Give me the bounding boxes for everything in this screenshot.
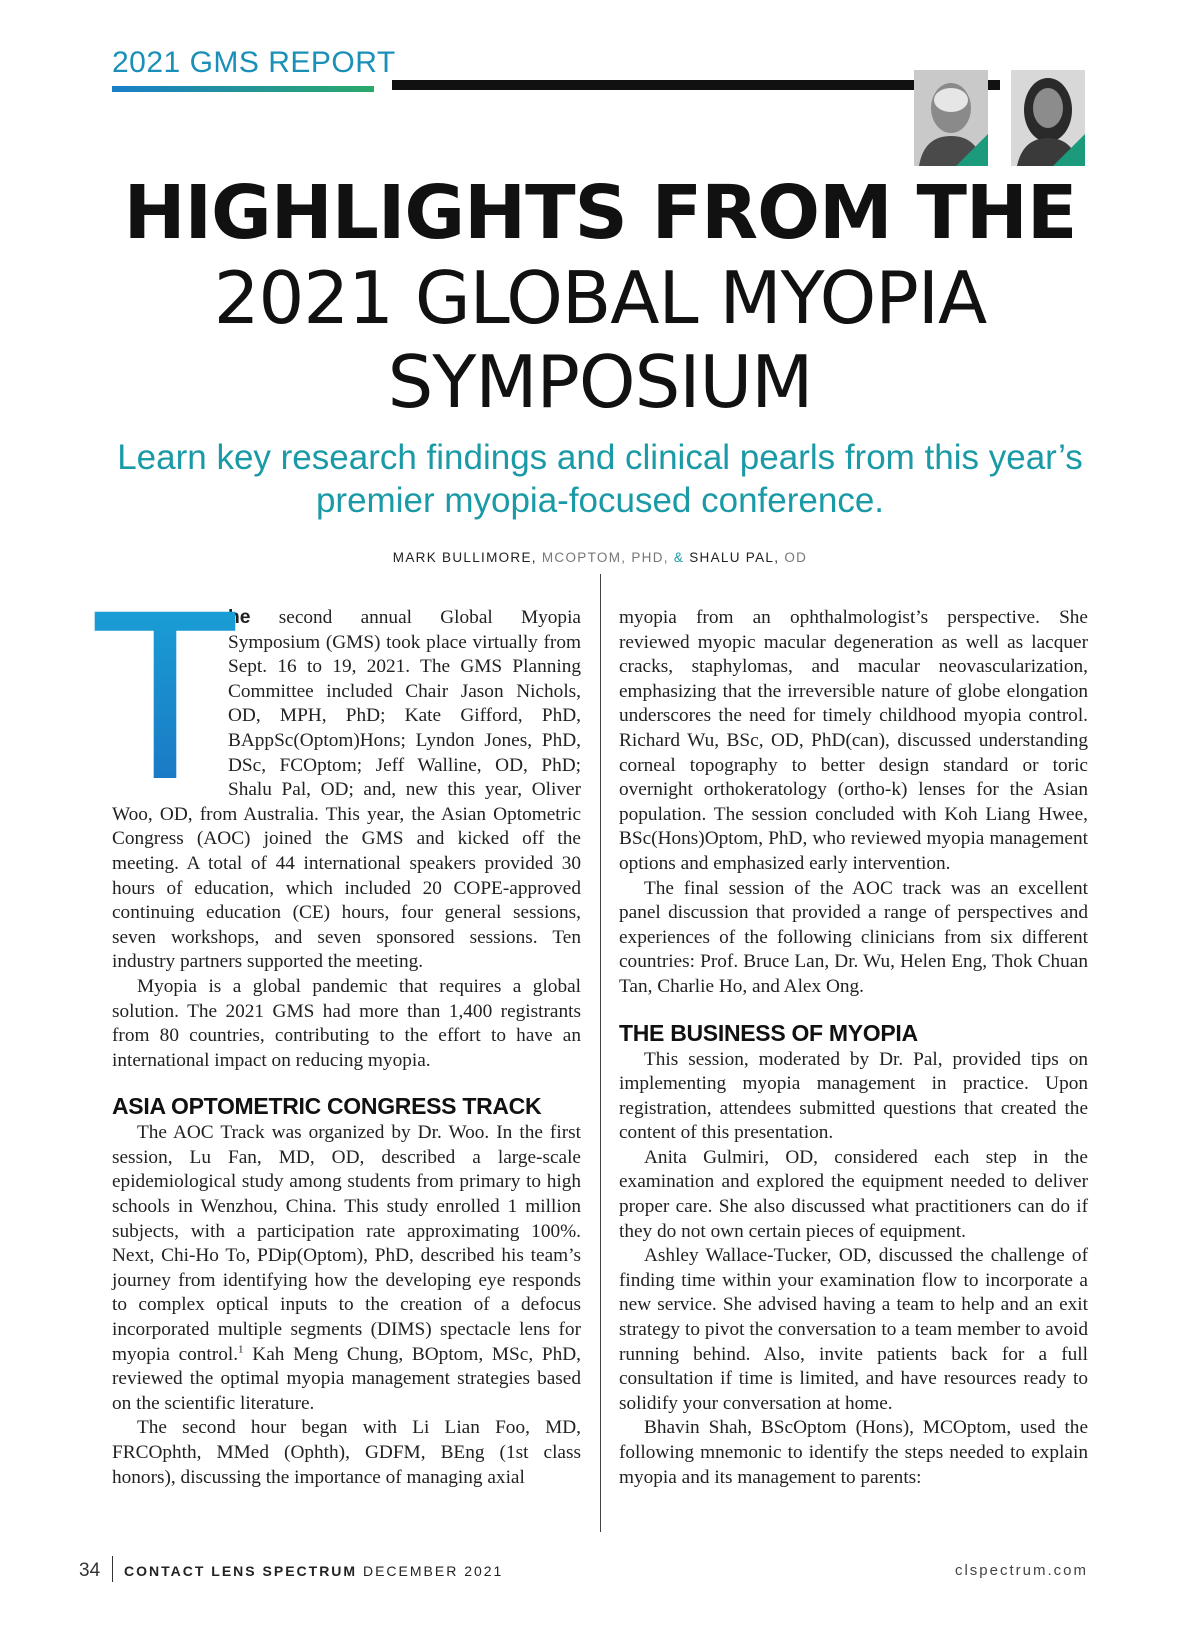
paragraph-aoc-text-a: The AOC Track was organized by Dr. Woo. In the first session, Lu Fan, MD, OD, described a large-scale epidemiological study among students from primary to high schools in Wenzhou, China. This study enrolled 1 million subjects, with a participation rate approximating 100%. Next, Chi-Ho To, PDip(Optom), PhD, described his team’s journey from identifying how the developing eye responds to complex optical inputs to the creation of a defocus incorporated multiple segments (DIMS) spectacle lens for myopia control. xyxy=(112,1122,581,1365)
paragraph-second-hour: The second hour began with Li Lian Foo, MD, FRCOphth, MMed (Ophth), GDFM, BEng (1st class honors), discussing the importance of managing axial xyxy=(112,1417,581,1488)
paragraph-pandemic: Myopia is a global pandemic that requires a global solution. The 2021 GMS had more than 1,400 registrants from 80 countries, contributing to the effort to have an international impact on reducing myopia. xyxy=(112,975,581,1071)
paragraph-intro-text: second annual Global Myopia Symposium (GMS) took place virtually from Sept. 16 to 19, 2021. The GMS Planning Committee included Chair Jason Nichols, OD, MPH, PhD; Kate Gifford, PhD, BAppSc(Optom)Hons; Lyndon Jones, PhD, DSc, FCOptom; Jeff Walline, OD, PhD; Shalu Pal, OD; and, new this year, Oliver Woo, OD, from Australia. This year, the Asian Optometric Congress (AOC) joined the GMS and kicked off the meeting. A total of 44 international speakers provided 30 hours of education, which included 20 COPE-approved continuing education (CE) hours, four general sessions, seven workshops, and seven sponsored sessions. Ten industry partners supported the meeting. xyxy=(112,607,581,973)
paragraph-gulmiri: Anita Gulmiri, OD, considered each step in the examination and explored the equipment needed to deliver proper care. She also discussed what practitioners can do if they do not own certain pieces of equipment. xyxy=(619,1146,1088,1242)
byline xyxy=(0,550,1200,565)
title-line-2: 2021 GLOBAL MYOPIA xyxy=(213,256,987,340)
author-2-name: SHALU PAL, xyxy=(689,550,780,565)
footer-separator xyxy=(112,1556,113,1582)
footer-url: clspectrum.com xyxy=(954,1562,1088,1579)
drop-cap-letter: T xyxy=(95,566,235,832)
reference-marker: 1 xyxy=(238,1343,244,1356)
header-rule xyxy=(392,80,1000,90)
title-line-1: HIGHLIGHTS FROM THE xyxy=(123,170,1077,256)
title-line-3: SYMPOSIUM xyxy=(387,340,813,424)
heading-aoc-track: ASIA OPTOMETRIC CONGRESS TRACK xyxy=(112,1093,542,1120)
author-photo-pal xyxy=(1011,70,1085,166)
issue-date: DECEMBER 2021 xyxy=(362,1563,504,1579)
paragraph-shah: Bhavin Shah, BScOptom (Hons), MCOptom, used the following mnemonic to identify the steps needed to explain myopia and its management to parents: xyxy=(619,1417,1088,1488)
section-label: 2021 GMS REPORT xyxy=(112,46,396,79)
paragraph-wallace-tucker: Ashley Wallace-Tucker, OD, discussed the challenge of finding time within your examination flow to incorporate a new service. She advised having a team to help and an exit strategy to pivot the conversation to a team member to avoid running behind. Also, invite patients back for a full consultation if time is limited, and have resources ready to solidify your conversation at home. xyxy=(619,1245,1088,1414)
author-2-credentials: OD xyxy=(784,550,808,565)
heading-business-of-myopia: THE BUSINESS OF MYOPIA xyxy=(619,1019,918,1046)
paragraph-aoc-text-b: Kah Meng Chung, BOptom, MSc, PhD, reviewed the optimal myopia management strategies based on the scientific literature. xyxy=(112,1343,581,1414)
column-divider xyxy=(600,574,601,1532)
magazine-name: CONTACT LENS SPECTRUM xyxy=(124,1563,358,1579)
lead-word: he xyxy=(228,607,251,628)
paragraph-business-session: This session, moderated by Dr. Pal, provided tips on implementing myopia management in practice. Upon registration, attendees submitted questions that created the content of this presentation. xyxy=(619,1048,1088,1144)
author-1-name: MARK BULLIMORE, xyxy=(392,550,537,565)
article-column-left xyxy=(95,566,581,1490)
footer-publication xyxy=(124,1563,503,1579)
deck-subtitle: Learn key research findings and clinical pearls from this year’s premier myopia-focused conference. xyxy=(117,438,1083,520)
drop-cap xyxy=(95,566,235,832)
paragraph-ophthalmologist: myopia from an ophthalmologist’s perspective. She reviewed myopic macular degeneration as well as lacquer cracks, staphylomas, and macular neovascularization, emphasizing that the irreversible nature of globe elongation underscores the need for timely childhood myopia control. Richard Wu, BSc, OD, PhD(can), discussed understanding corneal topography to better design standard or toric overnight orthokeratology (ortho-k) lenses for the Asian population. The session concluded with Koh Liang Hwee, BSc(Hons)Optom, PhD, who reviewed myopia management options and emphasized early intervention. xyxy=(619,607,1088,874)
author-1-credentials: MCOPTOM, PHD, xyxy=(541,550,669,565)
article-column-right xyxy=(619,606,1088,1490)
section-label-underline xyxy=(112,86,374,92)
paragraph-aoc-first-session xyxy=(112,1121,581,1416)
byline-ampersand: & xyxy=(673,550,685,565)
paragraph-panel: The final session of the AOC track was an excellent panel discussion that provided a range of perspectives and experiences of the following clinicians from six different countries: Prof. Bruce Lan, Dr. Wu, Helen Eng, Thok Chuan Tan, Charlie Ho, and Alex Ong. xyxy=(619,877,1088,997)
page-number: 34 xyxy=(79,1560,101,1581)
author-photo-bullimore xyxy=(914,70,988,166)
